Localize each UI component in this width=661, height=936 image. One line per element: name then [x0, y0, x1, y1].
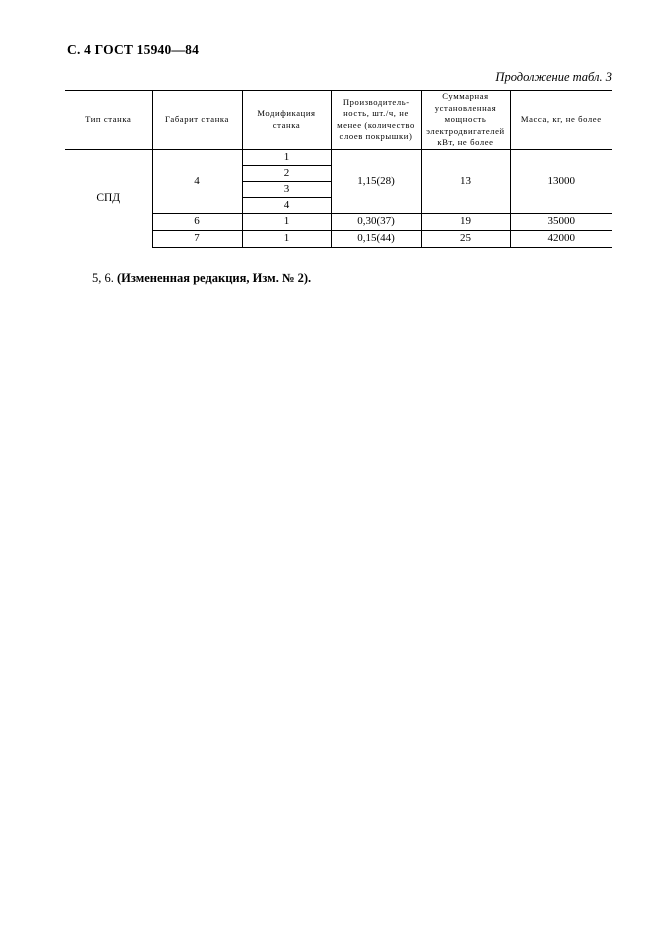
power-cell: 25	[421, 230, 510, 247]
modification-cell: 3	[242, 181, 331, 197]
modification-cell: 1	[242, 230, 331, 247]
modification-cell: 4	[242, 197, 331, 213]
column-header: Масса, кг, не более	[510, 91, 612, 150]
modification-cell: 1	[242, 149, 331, 165]
table-caption: Продолжение табл. 3	[495, 70, 612, 84]
amendment-note	[92, 271, 311, 286]
note-prefix: 5, 6.	[92, 271, 114, 285]
column-header: Суммарная установленная мощность электродвигателей кВт, не более	[421, 91, 510, 150]
productivity-cell: 0,15(44)	[331, 230, 421, 247]
productivity-cell: 1,15(28)	[331, 149, 421, 213]
column-header: Модификация станка	[242, 91, 331, 150]
mass-cell: 42000	[510, 230, 612, 247]
spec-table	[65, 90, 612, 248]
size-cell: 6	[152, 213, 242, 230]
table-header-row	[65, 91, 612, 150]
table-row	[65, 149, 612, 165]
column-header: Габарит станка	[152, 91, 242, 150]
machine-type-cell: СПД	[96, 191, 121, 204]
size-cell: 7	[152, 230, 242, 247]
column-header: Тип станка	[65, 91, 152, 150]
note-bold-text: (Измененная редакция, Изм. № 2).	[117, 271, 312, 285]
power-cell: 19	[421, 213, 510, 230]
productivity-cell: 0,30(37)	[331, 213, 421, 230]
power-cell: 13	[421, 149, 510, 213]
modification-cell: 2	[242, 165, 331, 181]
mass-cell: 13000	[510, 149, 612, 213]
mass-cell: 35000	[510, 213, 612, 230]
modification-cell: 1	[242, 213, 331, 230]
size-cell: 4	[152, 149, 242, 213]
page-header: С. 4 ГОСТ 15940—84	[67, 42, 200, 57]
column-header: Производительность, шт./ч, не менее (количество слоев покрышки)	[331, 91, 421, 150]
